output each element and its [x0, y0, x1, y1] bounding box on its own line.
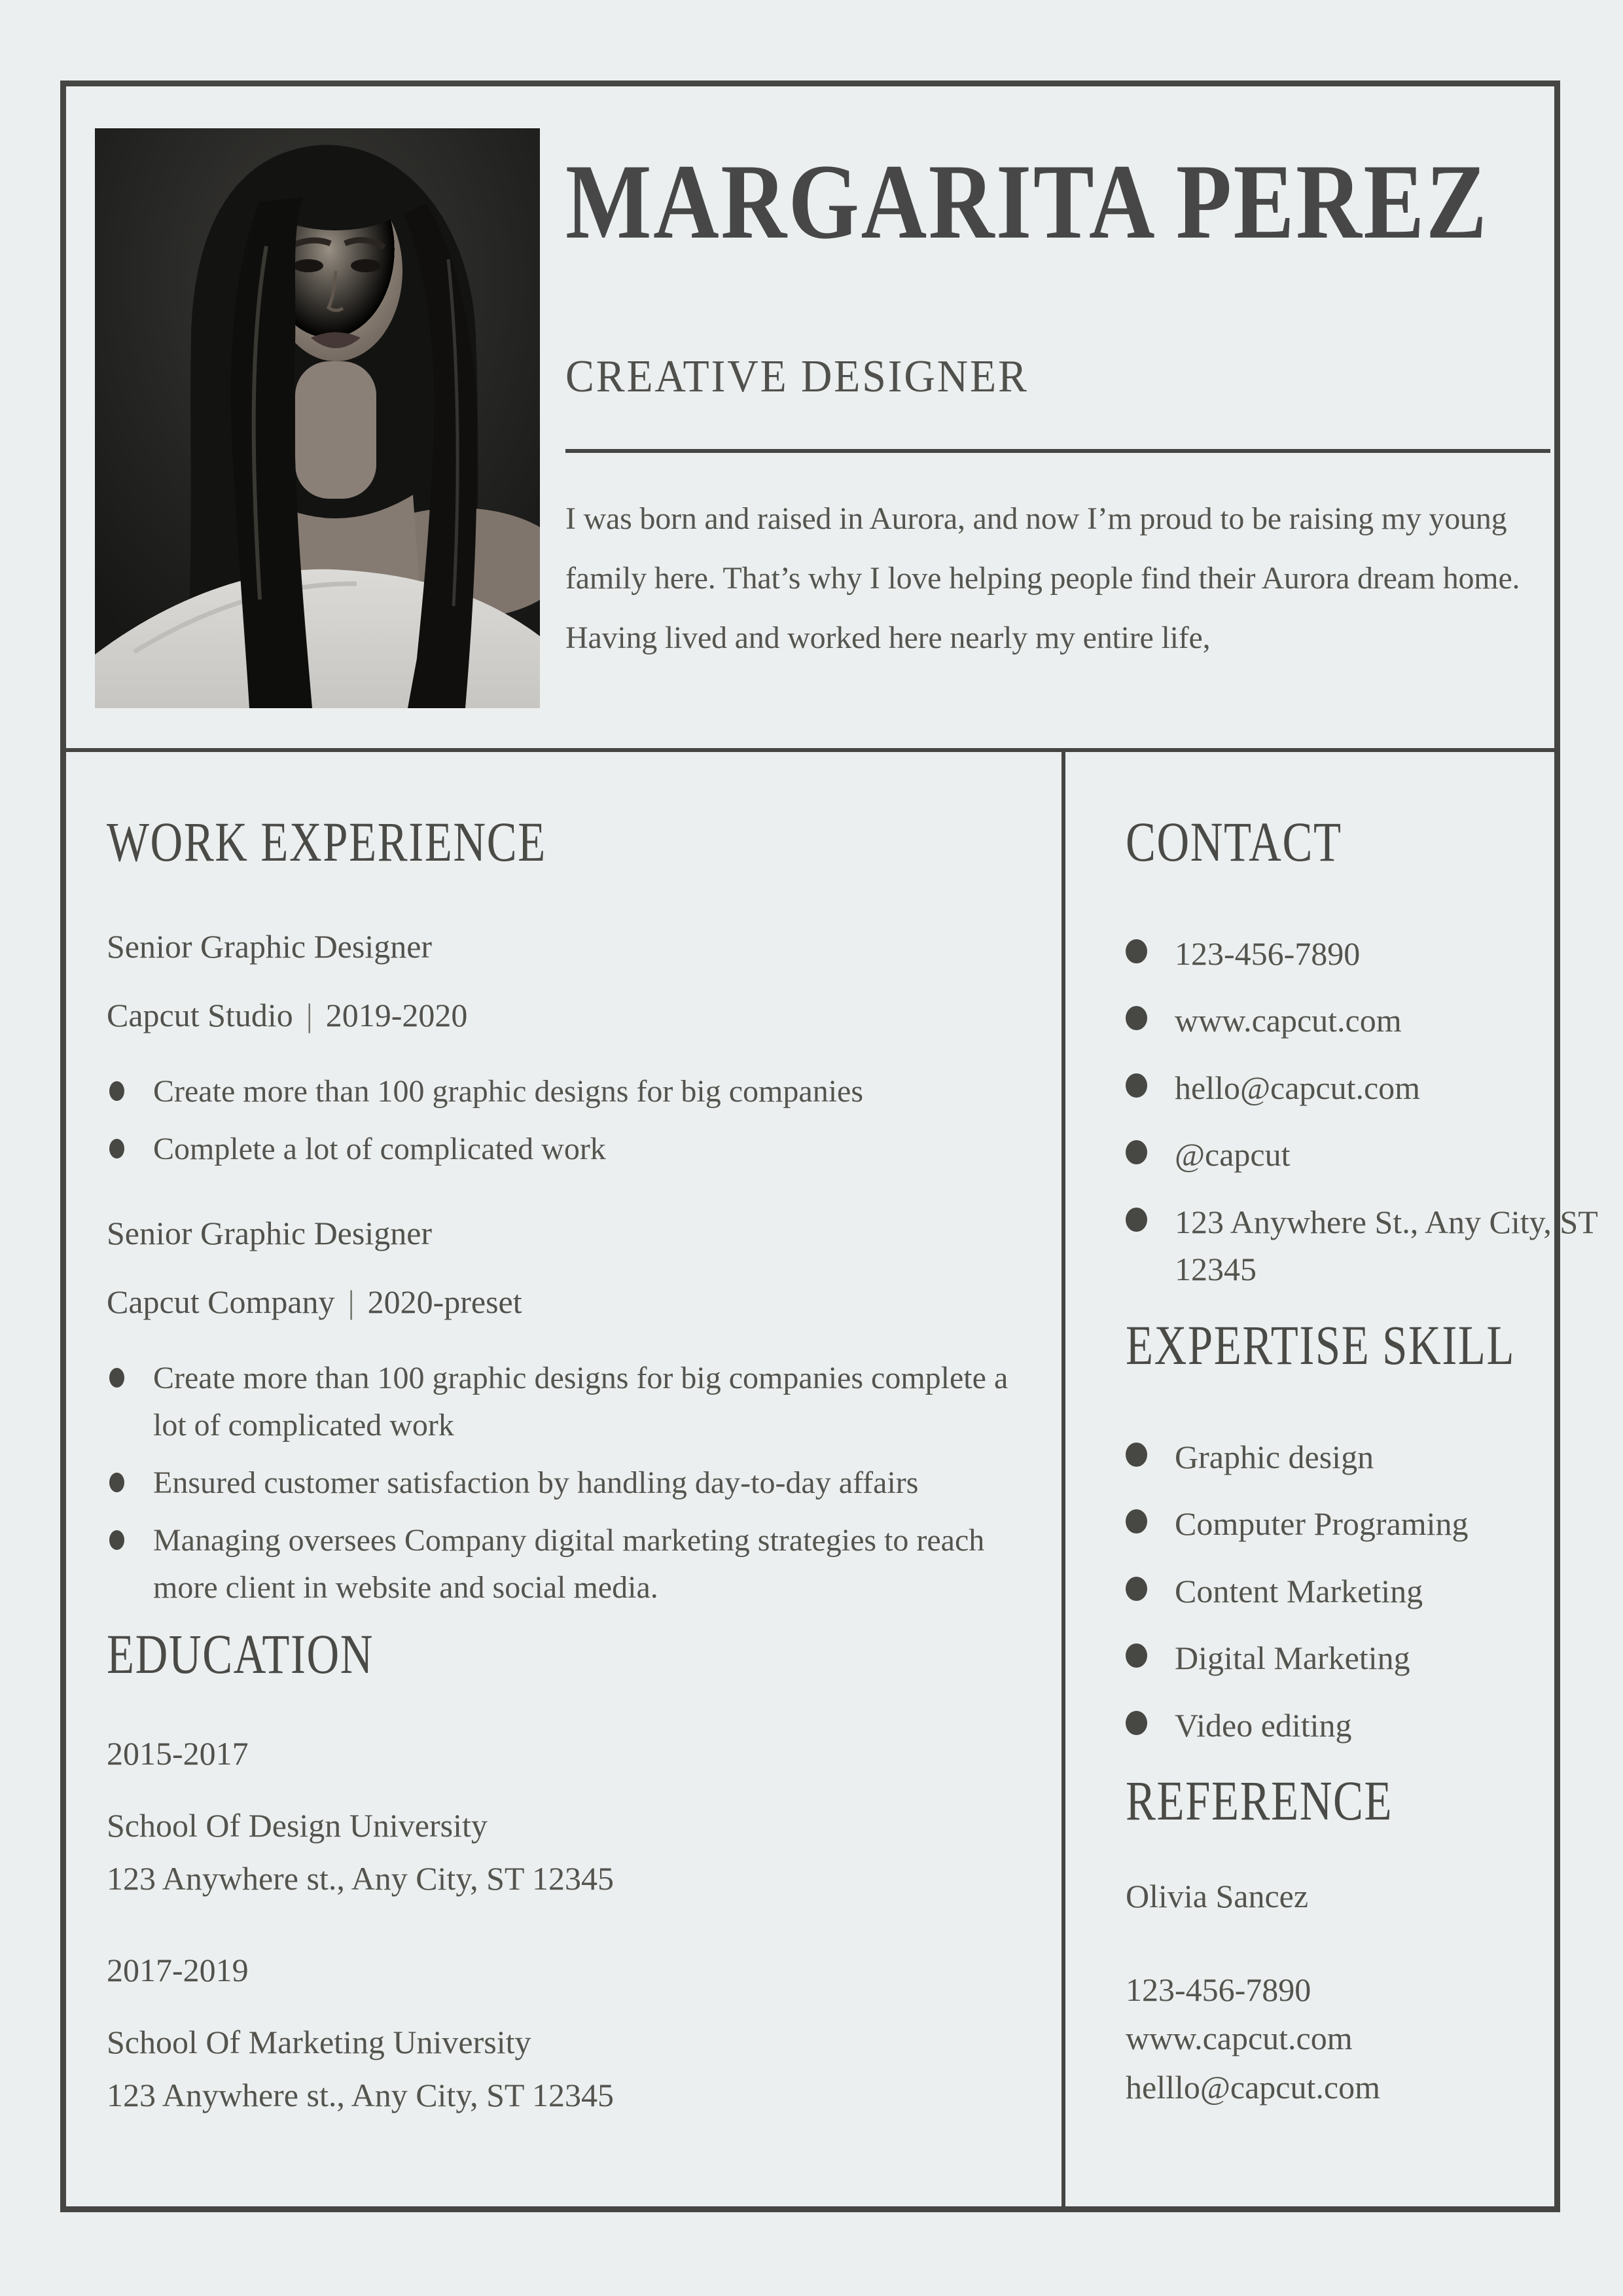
intro-paragraph: I was born and raised in Aurora, and now I’m proud to be raising my young family here. That’s why I love helping people find their Aurora dream home. Having lived and worked here nearly my entire life, [565, 501, 1520, 656]
contact-text: 123 Anywhere St., Any City, ST 12345 [1175, 1203, 1597, 1288]
company-line [107, 1281, 1018, 1323]
skill-item [1126, 1568, 1613, 1615]
job-bullet-list [107, 1068, 1018, 1173]
bullet-text: Create more than 100 graphic designs for big companies [153, 1073, 864, 1109]
reference-website: www.capcut.com [1126, 2020, 1353, 2057]
main-column [66, 752, 1065, 2206]
education-address: 123 Anywhere st., Any City, ST 12345 [107, 1859, 615, 1897]
bullet-text: Managing oversees Company digital marketing strategies to reach more client in website and social media. [153, 1522, 985, 1605]
job-bullet-list [107, 1355, 1018, 1611]
skill-item [1126, 1500, 1613, 1548]
person-name: MARGARITA PEREZ [565, 143, 1489, 261]
contact-text: 123-456-7890 [1175, 935, 1361, 972]
bullet-text: Create more than 100 graphic designs for big companies complete a lot of complicated work [153, 1360, 1008, 1443]
list-item [107, 1460, 1018, 1507]
bullet-icon [1126, 1643, 1147, 1668]
job-headline: CREATIVE DESIGNER [565, 351, 1029, 402]
body-columns [66, 748, 1597, 2206]
work-experience-heading: WORK EXPERIENCE [107, 810, 546, 873]
education-period: 2015-2017 [107, 1734, 249, 1772]
bullet-text: Complete a lot of complicated work [153, 1131, 606, 1166]
skill-item [1126, 1702, 1613, 1749]
contact-heading: CONTACT [1126, 810, 1342, 873]
contact-text: www.capcut.com [1175, 1002, 1402, 1039]
bullet-icon [109, 1139, 124, 1158]
bullet-text: Ensured customer satisfaction by handling day-to-day affairs [153, 1465, 919, 1500]
bullet-icon [1126, 1443, 1147, 1467]
profile-photo [95, 128, 540, 708]
education-school: School Of Marketing University [107, 2023, 531, 2060]
company-name: Capcut Company [107, 1283, 335, 1320]
job-entry [107, 1212, 1018, 1611]
education-entry [107, 1732, 1018, 1903]
contact-text: hello@capcut.com [1175, 1069, 1421, 1106]
education-school: School Of Design University [107, 1806, 488, 1844]
company-line [107, 994, 1018, 1037]
portrait-illustration [95, 128, 540, 708]
sidebar-column [1065, 752, 1623, 2206]
contact-list [1126, 930, 1613, 1293]
job-title: Senior Graphic Designer [107, 927, 433, 965]
page-border-frame [60, 81, 1597, 2212]
bullet-icon [1126, 1208, 1147, 1232]
job-period: 2020-preset [367, 1283, 522, 1320]
reference-name: Olivia Sancez [1126, 1878, 1309, 1915]
bullet-icon [109, 1473, 124, 1492]
bullet-icon [1126, 1711, 1147, 1735]
job-entry [107, 925, 1018, 1173]
company-name: Capcut Studio [107, 996, 293, 1033]
skill-text: Graphic design [1175, 1438, 1374, 1475]
contact-email [1126, 1064, 1613, 1112]
bullet-icon [109, 1368, 124, 1388]
skill-text: Content Marketing [1175, 1572, 1423, 1609]
separator-bar: | [348, 1283, 355, 1320]
education-address: 123 Anywhere st., Any City, ST 12345 [107, 2076, 615, 2113]
skill-text: Digital Marketing [1175, 1640, 1410, 1677]
expertise-heading: EXPERTISE SKILL [1126, 1313, 1516, 1376]
list-item [107, 1126, 1018, 1173]
contact-text: @capcut [1175, 1136, 1291, 1174]
job-period: 2019-2020 [325, 996, 468, 1033]
bullet-icon [1126, 939, 1147, 963]
header [565, 143, 1550, 668]
skills-list [1126, 1433, 1613, 1749]
reference-contact-block [1126, 1966, 1613, 2111]
contact-social [1126, 1131, 1613, 1179]
skill-text: Video editing [1175, 1706, 1352, 1744]
list-item [107, 1355, 1018, 1449]
contact-phone [1126, 930, 1613, 978]
bullet-icon [1126, 1509, 1147, 1534]
left-eye [293, 259, 323, 272]
bullet-icon [1126, 1577, 1147, 1601]
contact-website [1126, 997, 1613, 1045]
reference-heading: REFERENCE [1126, 1769, 1393, 1833]
bullet-icon [1126, 1006, 1147, 1030]
skill-text: Computer Programing [1175, 1505, 1469, 1543]
skill-item [1126, 1433, 1613, 1481]
bullet-icon [109, 1081, 124, 1101]
list-item [107, 1517, 1018, 1611]
header-divider-line [565, 449, 1550, 453]
bullet-icon [1126, 1073, 1147, 1098]
contact-address [1126, 1198, 1613, 1293]
reference-phone: 123-456-7890 [1126, 1971, 1311, 2008]
list-item [107, 1068, 1018, 1115]
skill-item [1126, 1634, 1613, 1682]
education-heading: EDUCATION [107, 1622, 374, 1685]
separator-bar: | [306, 996, 313, 1033]
education-entry [107, 1949, 1018, 2120]
reference-email: helllo@capcut.com [1126, 2068, 1380, 2106]
job-title: Senior Graphic Designer [107, 1214, 433, 1251]
bullet-icon [1126, 1140, 1147, 1164]
right-eye [351, 259, 381, 272]
education-period: 2017-2019 [107, 1951, 249, 1988]
bullet-icon [109, 1530, 124, 1550]
